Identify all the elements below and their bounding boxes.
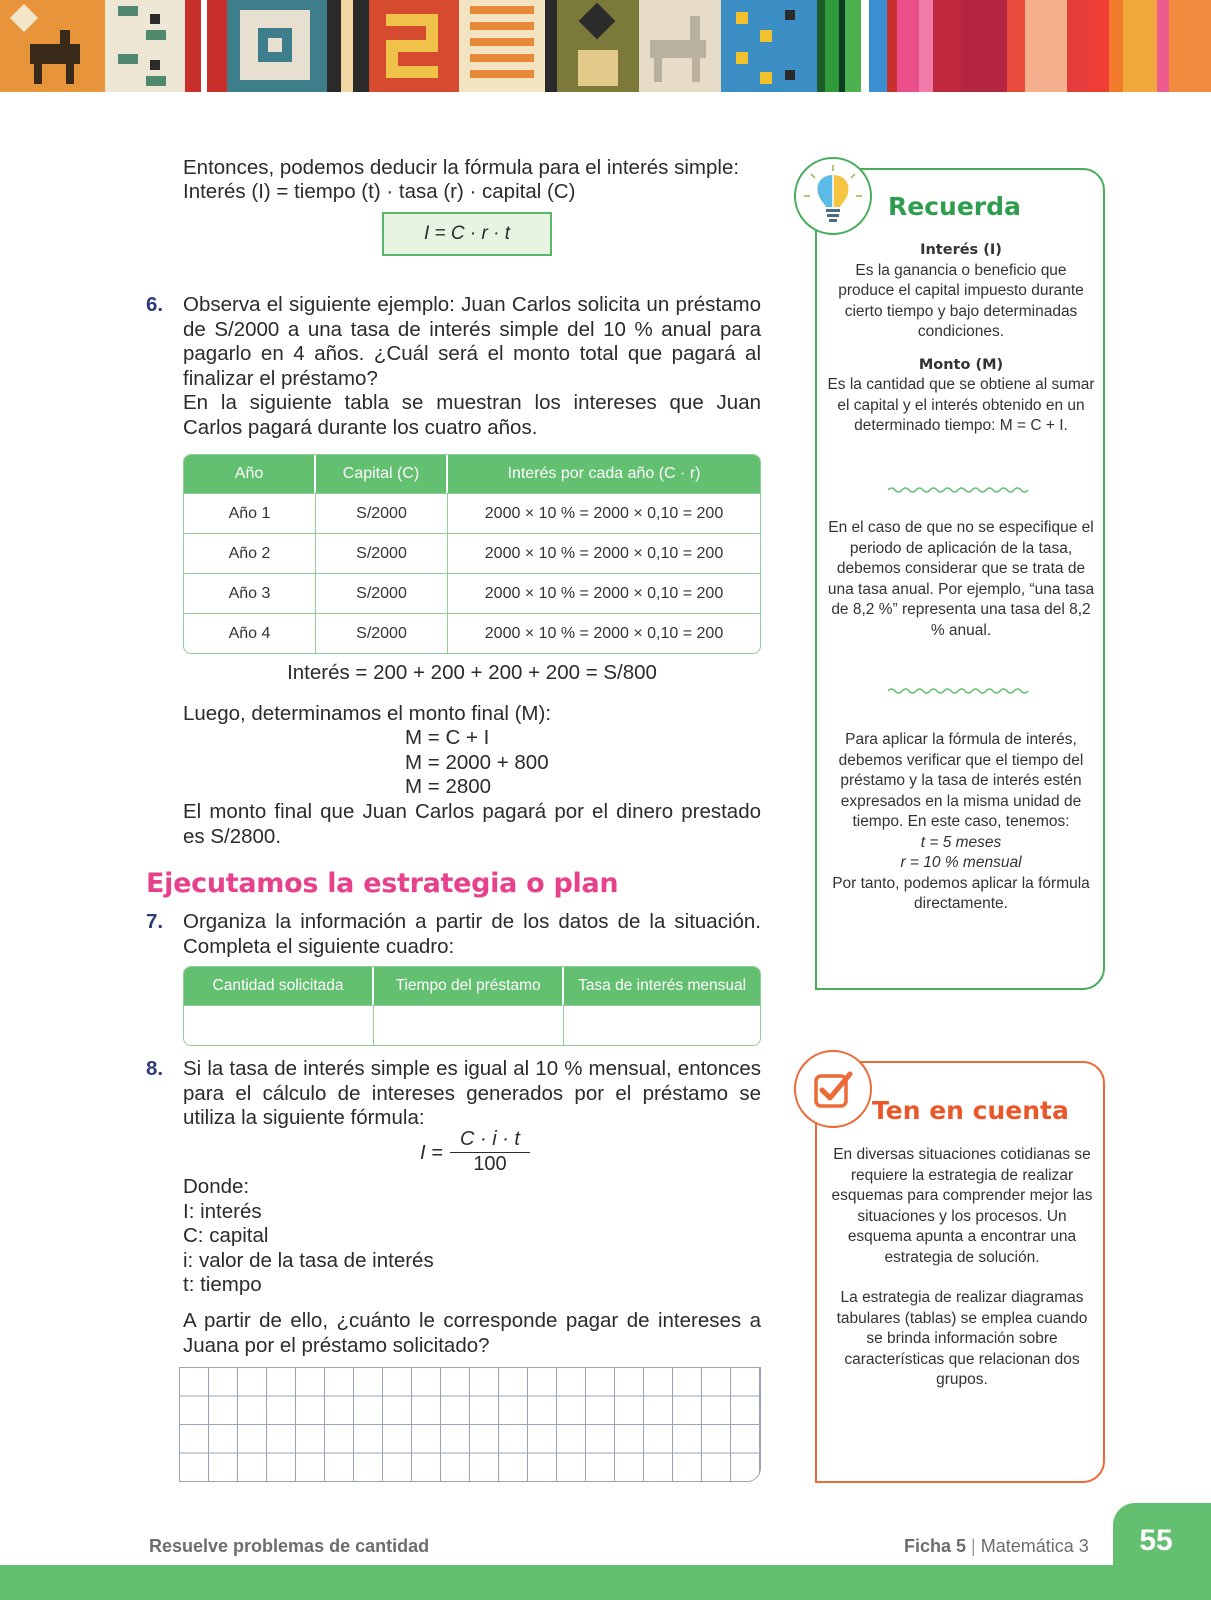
question-number: 8.	[146, 1057, 164, 1080]
table-cell: 2000 × 10 % = 2000 × 0,10 = 200	[448, 533, 760, 573]
interest-table	[183, 454, 761, 654]
brain-lightbulb-icon	[794, 157, 872, 235]
question-number: 6.	[146, 293, 164, 316]
formula-note-t: t = 5 meses	[920, 833, 1002, 851]
table-cell: Año 1	[184, 493, 316, 533]
fraction-denominator: 100	[473, 1153, 507, 1175]
table-header: Capital (C)	[316, 455, 448, 493]
ten-paragraph-1: En diversas situaciones cotidianas se requiere la estrategia de realizar esquemas para comprender mejor las situaciones y los procesos. Un esquema apunta a encontrar una estrategia de solución.	[831, 1146, 1093, 1266]
question-6	[146, 293, 761, 391]
question-8-text: Si la tasa de interés simple es igual al 10 % mensual, entonces para el cálculo de intereses generados por el préstamo se utiliza la siguiente fórmula:	[183, 1057, 761, 1129]
recuerda-tasa-note: En el caso de que no se especifique el periodo de aplicación de la tasa, debemos considerar que se trata de una tasa anual. Por ejemplo, “una tasa de 8,2 %” representa una tasa del 8,2 % anual.	[827, 519, 1095, 639]
table-header: Tiempo del préstamo	[374, 967, 564, 1005]
table-row	[184, 493, 760, 533]
table-row	[184, 573, 760, 613]
luego-text: Luego, determinamos el monto final (M):	[183, 702, 552, 725]
formula-note-text: Para aplicar la fórmula de interés, debemos verificar que el tiempo del préstamo y la tasa de interés estén expresados en la misma unidad de tiempo. En este caso, tenemos:	[838, 731, 1084, 830]
definition-item: i: valor de la tasa de interés	[183, 1248, 434, 1272]
monto-definition: Es la cantidad que se obtiene al sumar el capital y el interés obtenido en un determinado tiempo: M = C + I.	[827, 376, 1095, 434]
table-row	[184, 1005, 760, 1045]
intro-line-2: Interés (I) = tiempo (t) · tasa (r) · capital (C)	[183, 180, 576, 203]
formula-note-conclusion: Por tanto, podemos aplicar la fórmula directamente.	[832, 874, 1090, 912]
footer-separator: |	[971, 1536, 976, 1556]
wavy-divider	[888, 687, 1030, 695]
interest-sum: Interés = 200 + 200 + 200 + 200 = S/800	[287, 661, 657, 684]
monto-equations	[405, 726, 549, 800]
ten-en-cuenta-title: Ten en cuenta	[872, 1096, 1069, 1125]
table-cell: S/2000	[316, 573, 448, 613]
decorative-textile-banner	[0, 0, 1211, 92]
table-cell: 2000 × 10 % = 2000 × 0,10 = 200	[448, 573, 760, 613]
formula-box: I = C · r · t	[382, 212, 552, 256]
question-7-text: Organiza la información a partir de los datos de la situación. Completa el siguiente cuadro:	[183, 910, 761, 958]
definition-item: C: capital	[183, 1224, 269, 1247]
recuerda-content	[826, 240, 1096, 437]
definitions	[183, 1175, 761, 1298]
definition-item: I: interés	[183, 1199, 262, 1223]
table-cell: Año 3	[184, 573, 316, 613]
fraction	[450, 1128, 530, 1176]
equation-2: M = 2000 + 800	[405, 750, 549, 774]
answer-cell[interactable]	[564, 1005, 760, 1045]
table-header: Tasa de interés mensual	[564, 967, 760, 1005]
answer-grid[interactable]	[179, 1367, 761, 1482]
footer-bar	[0, 1565, 1211, 1600]
recuerda-formula-note	[822, 730, 1100, 915]
donde-label: Donde:	[183, 1175, 250, 1198]
ten-en-cuenta-content	[830, 1145, 1094, 1391]
table-cell: 2000 × 10 % = 2000 × 0,10 = 200	[448, 493, 760, 533]
interes-heading: Interés (I)	[920, 242, 1002, 258]
table-cell: Año 2	[184, 533, 316, 573]
table-header: Interés por cada año (C · r)	[448, 455, 760, 493]
question-8	[146, 1057, 761, 1131]
footer-competency: Resuelve problemas de cantidad	[149, 1536, 430, 1556]
definition-item: t: tiempo	[183, 1273, 262, 1296]
table-cell: Año 4	[184, 613, 316, 653]
equation-3: M = 2800	[405, 775, 492, 798]
organize-table	[183, 966, 761, 1046]
table-header: Cantidad solicitada	[184, 967, 374, 1005]
question-number: 7.	[146, 910, 164, 933]
question-8-prompt: A partir de ello, ¿cuánto le corresponde pagar de intereses a Juana por el préstamo solicitado?	[183, 1309, 761, 1357]
table-cell: S/2000	[316, 493, 448, 533]
table-row	[184, 613, 760, 653]
fraction-numerator: C · i · t	[450, 1128, 530, 1153]
answer-cell[interactable]	[374, 1005, 564, 1045]
table-cell: 2000 × 10 % = 2000 × 0,10 = 200	[448, 613, 760, 653]
recuerda-title: Recuerda	[888, 192, 1021, 221]
wavy-divider	[888, 486, 1030, 494]
monto-heading: Monto (M)	[918, 356, 1004, 373]
formula-lhs: I =	[420, 1142, 443, 1164]
table-cell: S/2000	[316, 613, 448, 653]
question-6-text-2: En la siguiente tabla se muestran los intereses que Juan Carlos pagará durante los cuatro años.	[183, 391, 761, 439]
question-6-text: Observa el siguiente ejemplo: Juan Carlos solicita un préstamo de S/2000 a una tasa de interés simple del 10 % anual para pagarlo en 4 años. ¿Cuál será el monto total que pagará al finalizar el préstamo?	[183, 293, 761, 390]
answer-cell[interactable]	[184, 1005, 374, 1045]
equation-1: M = C + I	[405, 726, 490, 749]
interes-definition: Es la ganancia o beneficio que produce el capital impuesto durante cierto tiempo y bajo determinadas condiciones.	[838, 261, 1084, 340]
intro-line-1: Entonces, podemos deducir la fórmula para el interés simple:	[183, 156, 740, 179]
question-7	[146, 910, 761, 959]
table-row	[184, 533, 760, 573]
footer-subject: Matemática 3	[980, 1536, 1089, 1556]
section-title: Ejecutamos la estrategia o plan	[146, 868, 619, 899]
table-header: Año	[184, 455, 316, 493]
formula-note-r: r = 10 % mensual	[900, 854, 1022, 871]
table-cell: S/2000	[316, 533, 448, 573]
ten-paragraph-2: La estrategia de realizar diagramas tabulares (tablas) se emplea cuando se brinda información sobre características que relacionan dos grupos.	[836, 1289, 1088, 1388]
footer-ficha-label: Ficha 5	[904, 1536, 967, 1556]
page-number: 55	[1139, 1524, 1173, 1557]
conclusion-text: El monto final que Juan Carlos pagará por el dinero prestado es S/2800.	[183, 800, 761, 848]
footer-ficha	[904, 1536, 1089, 1557]
checkbox-icon	[794, 1050, 872, 1128]
